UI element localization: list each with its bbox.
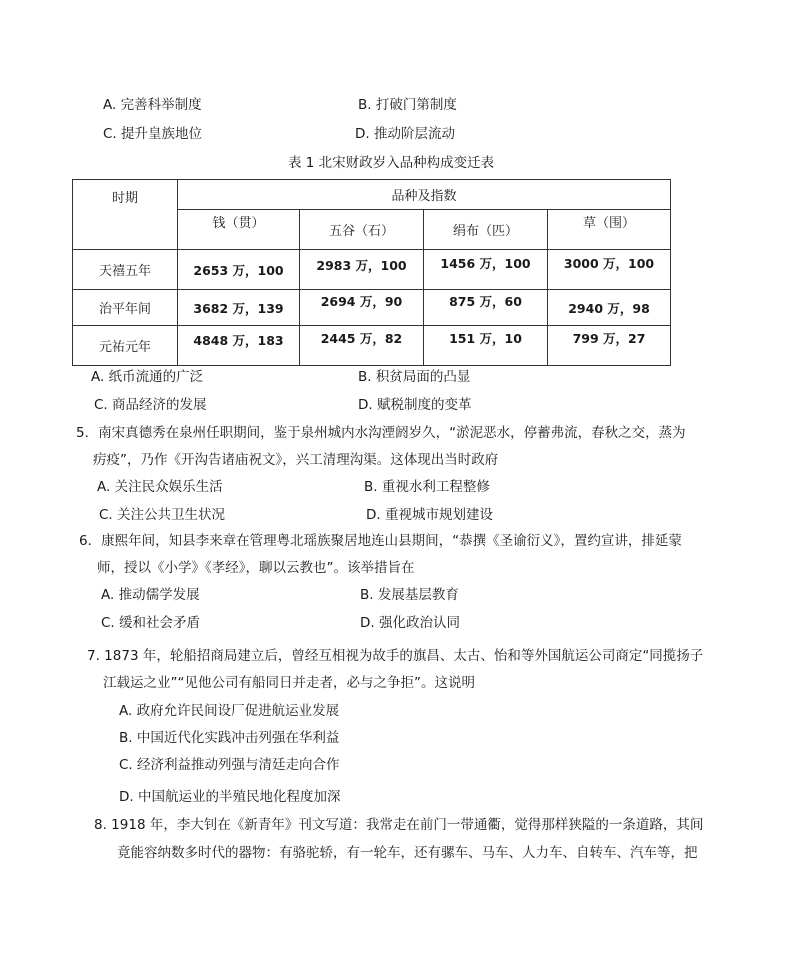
cell: 1456 万，100 [424,250,548,290]
row-period: 治平年间 [73,290,178,326]
q5-stem-line1: 5．南宋真德秀在泉州任职期间，鉴于泉州城内水沟湮阏岁久，“淤泥恶水，停蓄弗流，春秋之交，蒸为 [76,425,686,441]
cell: 2983 万，100 [300,250,424,290]
q6-stem-line1: 6．康熙年间，知县李来章在管理粤北瑶族聚居地连山县期间，“恭撰《圣谕衍义》，置约宣讲，排延蒙 [79,533,682,549]
q3-option-b: B. 打破门第制度 [358,97,457,113]
header-period: 时期 [73,180,178,250]
q6-option-c: C. 缓和社会矛盾 [101,615,201,631]
revenue-table [72,179,671,366]
q7-stem-line1: 7. 1873 年，轮船招商局建立后，曾经互相视为故手的旗昌、太古、怡和等外国航运公司商定“同揽扬子 [87,648,704,664]
q8-stem-line2: 竟能容纳数多时代的器物：有骆驼轿，有一轮车，还有骡车、马车、人力车、自转车、汽车等，把 [117,845,698,861]
q4-option-b: B. 积贫局面的凸显 [358,369,471,385]
cell: 4848 万，183 [178,326,300,366]
row-period: 元祐元年 [73,326,178,366]
q4-option-c: C. 商品经济的发展 [94,397,207,413]
cell: 2694 万，90 [300,290,424,326]
q7-option-d: D. 中国航运业的半殖民地化程度加深 [119,789,341,805]
cell: 2940 万，98 [548,290,671,326]
q8-stem-line1: 8. 1918 年，李大钊在《新青年》刊文写道：我常走在前门一带通衢，觉得那样狭隘的一条道路，其间 [94,817,704,833]
q6-option-a: A. 推动儒学发展 [101,587,200,603]
q5-option-c: C. 关注公共卫生状况 [99,507,226,523]
table-title: 表 1 北宋财政岁入品种构成变迁表 [288,155,495,171]
col-header-juanbu: 绢布（匹） [424,210,548,250]
q3-option-c: C. 提升皇族地位 [103,126,203,142]
q6-option-d: D. 强化政治认同 [360,615,460,631]
col-header-cao: 草（围） [548,210,671,250]
cell: 799 万，27 [548,326,671,366]
cell: 2445 万，82 [300,326,424,366]
q7-option-b: B. 中国近代化实践冲击列强在华利益 [119,730,340,746]
q5-stem-line2: 疠疫”，乃作《开沟告诸庙祝文》，兴工清理沟渠。这体现出当时政府 [93,452,499,468]
cell: 2653 万，100 [178,250,300,290]
q4-option-d: D. 赋税制度的变革 [358,397,472,413]
q7-option-a: A. 政府允许民间设厂促进航运业发展 [119,703,340,719]
table-row [73,290,671,326]
q7-stem-line2: 江载运之业”“见他公司有船同日并走者，必与之争拒”。这说明 [103,675,475,691]
q6-option-b: B. 发展基层教育 [360,587,459,603]
q4-option-a: A. 纸币流通的广泛 [91,369,204,385]
q3-option-a: A. 完善科举制度 [103,97,202,113]
q5-option-a: A. 关注民众娱乐生活 [97,479,223,495]
col-header-wugu: 五谷（石） [300,210,424,250]
cell: 151 万，10 [424,326,548,366]
cell: 3000 万，100 [548,250,671,290]
table-row [73,250,671,290]
q3-option-d: D. 推动阶层流动 [355,126,455,142]
q5-option-d: D. 重视城市规划建设 [366,507,493,523]
cell: 3682 万，139 [178,290,300,326]
q7-option-c: C. 经济利益推动列强与清廷走向合作 [119,757,340,773]
header-group: 品种及指数 [178,180,671,210]
row-period: 天禧五年 [73,250,178,290]
q5-option-b: B. 重视水利工程整修 [364,479,490,495]
cell: 875 万，60 [424,290,548,326]
q6-stem-line2: 师，授以《小学》《孝经》，聊以云教也”。该举措旨在 [97,560,415,576]
col-header-qian: 钱（贯） [178,210,300,250]
table-row [73,326,671,366]
